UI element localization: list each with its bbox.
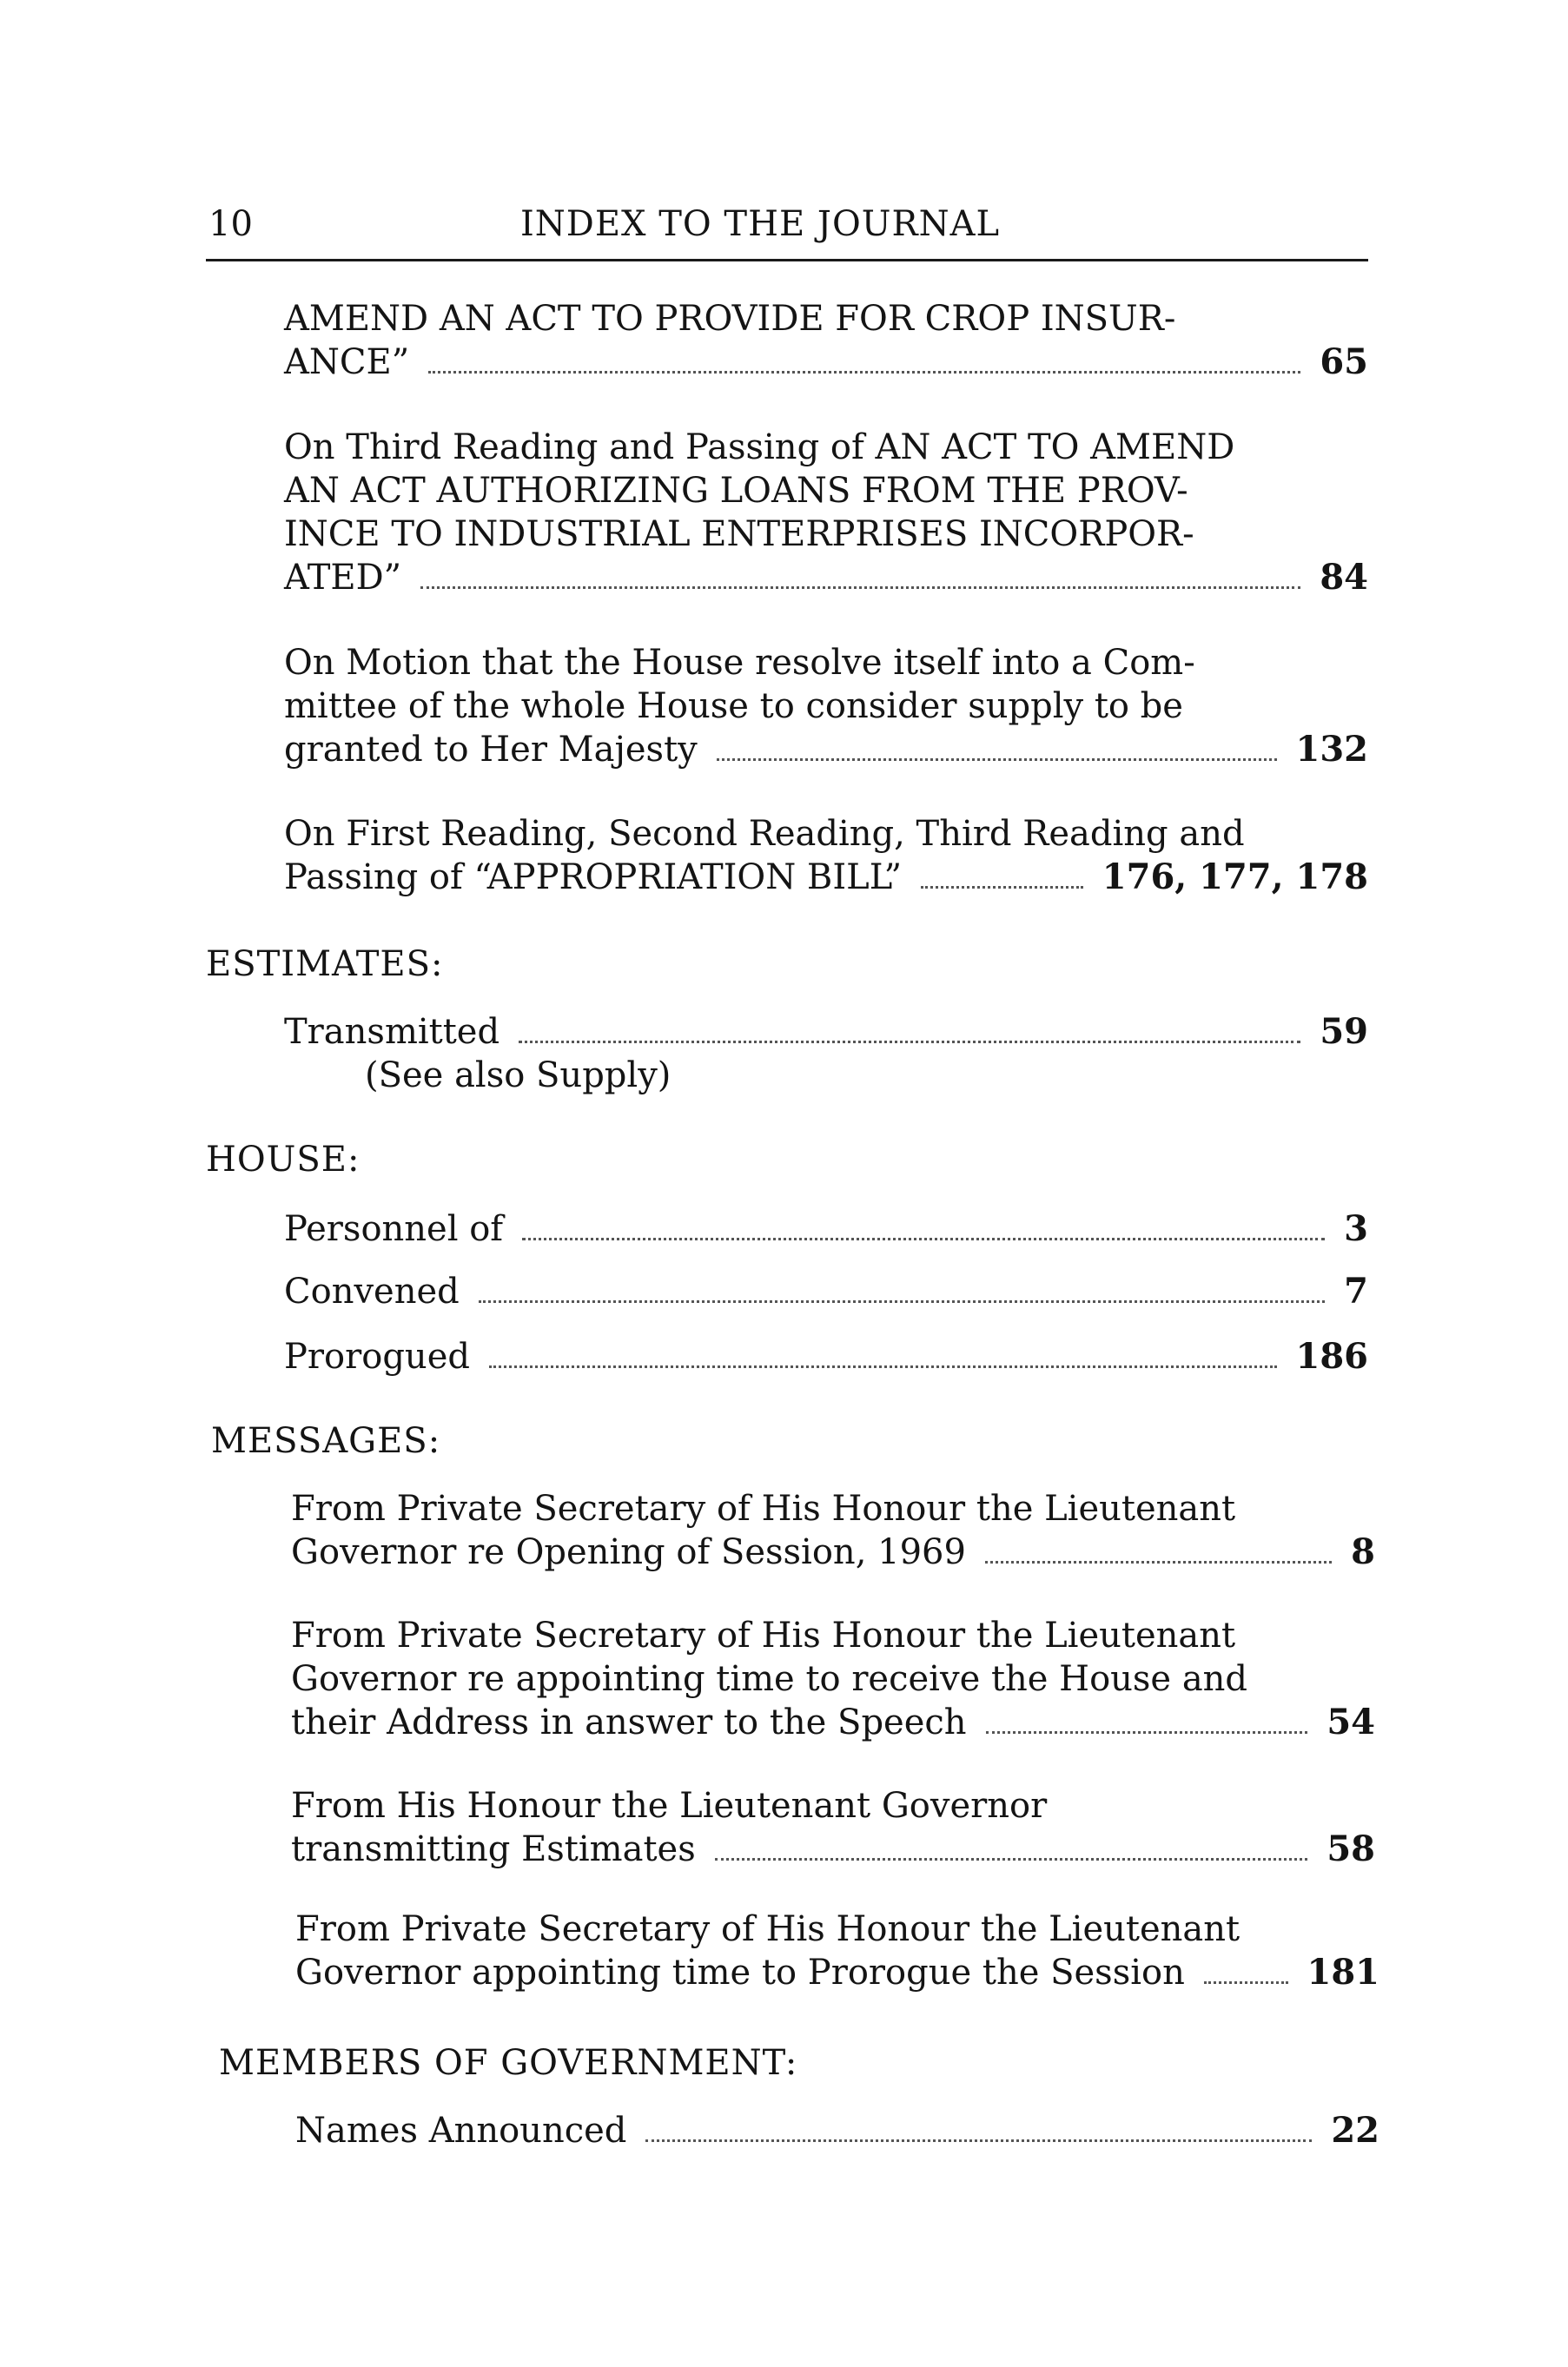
- section-heading-estimates: ESTIMATES:: [206, 944, 444, 984]
- index-entry-supply-motion: [284, 641, 1368, 771]
- header-rule: [206, 259, 1368, 261]
- entry-line: mittee of the whole House to consider supply to be: [284, 686, 1183, 726]
- page-reference: 181: [1307, 1952, 1379, 1993]
- section-heading-messages: MESSAGES:: [211, 1421, 441, 1461]
- entry-line: transmitting Estimates: [291, 1829, 696, 1869]
- dot-leader: [479, 1300, 1325, 1303]
- entry-line: ATED”: [284, 558, 402, 598]
- page-reference: 3: [1344, 1208, 1368, 1249]
- page-reference: 176, 177, 178: [1102, 856, 1368, 897]
- entry-line: INCE TO INDUSTRIAL ENTERPRISES INCORPOR-: [284, 514, 1194, 554]
- index-entry-transmitted: [284, 1010, 1368, 1054]
- entry-last-line: [284, 1010, 1368, 1054]
- entry-line: Convened: [284, 1272, 460, 1312]
- entry-line: Transmitted: [284, 1012, 500, 1052]
- entry-last-line: [284, 1270, 1368, 1313]
- entry-last-line: [284, 341, 1368, 384]
- dot-leader: [921, 886, 1083, 889]
- index-entry-names-announced: [295, 2109, 1379, 2152]
- page-number: 10: [208, 204, 253, 244]
- page-header: [208, 200, 1364, 252]
- index-entry-convened: [284, 1270, 1368, 1313]
- index-entry-prorogued: [284, 1335, 1368, 1379]
- entry-line: their Address in answer to the Speech: [291, 1703, 967, 1742]
- page-reference: 58: [1327, 1828, 1375, 1869]
- entry-last-line: [291, 1531, 1375, 1574]
- entry-line: On Third Reading and Passing of AN ACT TO AMEND: [284, 427, 1235, 467]
- page-reference: 59: [1320, 1011, 1368, 1052]
- entry-last-line: [291, 1828, 1375, 1871]
- entry-last-line: [284, 556, 1368, 599]
- dot-leader: [717, 758, 1277, 761]
- dot-leader: [986, 1731, 1308, 1734]
- page-reference: 22: [1331, 2110, 1379, 2151]
- entry-line: AN ACT AUTHORIZING LOANS FROM THE PROV-: [284, 471, 1188, 511]
- index-entry-personnel: [284, 1207, 1368, 1251]
- index-entry-appropriation-bill: [284, 812, 1368, 899]
- page-reference: 132: [1295, 729, 1368, 770]
- entry-line: Governor appointing time to Prorogue the Session: [295, 1953, 1185, 1993]
- entry-last-line: [284, 728, 1368, 771]
- entry-line: From Private Secretary of His Honour the Lieutenant: [291, 1489, 1236, 1529]
- section-heading-members-of-government: MEMBERS OF GOVERNMENT:: [219, 2043, 798, 2083]
- entry-line: granted to Her Majesty: [284, 730, 698, 770]
- entry-last-line: [284, 1335, 1368, 1379]
- entry-last-line: [284, 856, 1368, 899]
- dot-leader: [645, 2139, 1312, 2142]
- page-reference: 7: [1344, 1271, 1368, 1312]
- entry-last-line: [295, 1951, 1379, 1994]
- entry-line: Governor re appointing time to receive the House and: [291, 1659, 1248, 1699]
- entry-line: On Motion that the House resolve itself into a Com-: [284, 643, 1195, 683]
- entry-last-line: [284, 1207, 1368, 1251]
- index-entry-crop-insurance: [284, 297, 1368, 384]
- dot-leader: [489, 1365, 1277, 1368]
- dot-leader: [519, 1041, 1300, 1043]
- page-reference: 65: [1320, 341, 1368, 382]
- dot-leader: [1204, 1981, 1288, 1984]
- see-also-reference: (See also Supply): [365, 1055, 672, 1095]
- entry-line: From Private Secretary of His Honour the Lieutenant: [291, 1616, 1236, 1656]
- index-entry-message-opening: [291, 1487, 1375, 1574]
- index-entry-message-estimates: [291, 1784, 1375, 1871]
- page-reference: 54: [1327, 1702, 1375, 1742]
- dot-leader: [715, 1858, 1308, 1861]
- section-heading-house: HOUSE:: [206, 1140, 361, 1180]
- entry-last-line: [291, 1701, 1375, 1744]
- entry-line: From Private Secretary of His Honour the Lieutenant: [295, 1909, 1241, 1949]
- entry-last-line: [295, 2109, 1379, 2152]
- index-entry-industrial-loans: [284, 426, 1368, 599]
- dot-leader: [420, 586, 1300, 589]
- dot-leader: [985, 1561, 1332, 1564]
- page-reference: 84: [1320, 557, 1368, 598]
- index-entry-message-address: [291, 1614, 1375, 1744]
- dot-leader: [522, 1238, 1325, 1240]
- entry-line: From His Honour the Lieutenant Governor: [291, 1786, 1048, 1826]
- entry-line: Governor re Opening of Session, 1969: [291, 1532, 966, 1572]
- page-reference: 186: [1295, 1336, 1368, 1377]
- page-reference: 8: [1351, 1531, 1375, 1572]
- entry-line: Prorogued: [284, 1337, 470, 1377]
- entry-line: Names Announced: [295, 2111, 627, 2151]
- running-head: INDEX TO THE JOURNAL: [519, 204, 1001, 244]
- entry-line: Personnel of: [284, 1209, 504, 1249]
- entry-line: ANCE”: [284, 342, 410, 382]
- entry-line: On First Reading, Second Reading, Third Reading and: [284, 814, 1245, 854]
- entry-line: AMEND AN ACT TO PROVIDE FOR CROP INSUR-: [284, 299, 1176, 339]
- entry-line: Passing of “APPROPRIATION BILL”: [284, 857, 903, 897]
- index-entry-message-prorogue: [295, 1907, 1379, 1994]
- dot-leader: [428, 371, 1300, 374]
